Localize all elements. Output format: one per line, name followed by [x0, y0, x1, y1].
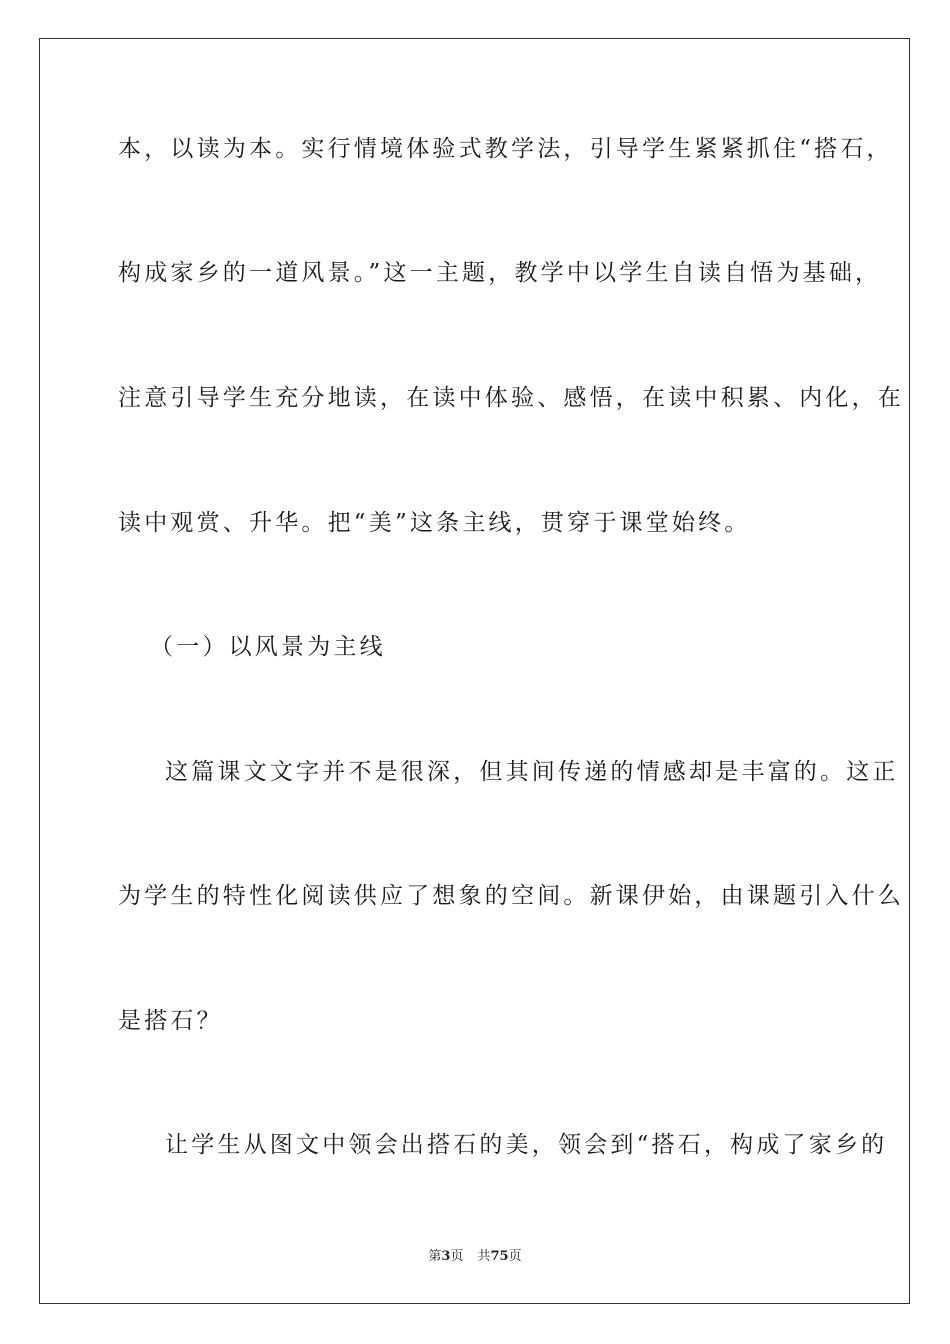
body-line-4: 读中观赏、升华。把“美”这条主线，贯穿于课堂始终。 — [118, 510, 751, 536]
page-footer — [0, 1248, 950, 1266]
footer-page-unit: 页 — [450, 1249, 464, 1264]
body-line-6: 这篇课文文字并不是很深，但其间传递的情感却是丰富的。这正 — [165, 759, 899, 785]
body-line-2: 构成家乡的一道风景。”这一主题，教学中以学生自读自悟为基础， — [118, 260, 882, 286]
footer-page-prefix: 第 — [428, 1249, 442, 1264]
body-line-3: 注意引导学生充分地读，在读中体验、感悟，在读中积累、内化，在 — [118, 385, 904, 411]
body-line-7: 为学生的特性化阅读供应了想象的空间。新课伊始，由课题引入什么 — [118, 883, 904, 909]
page-frame — [39, 38, 910, 1304]
footer-page-current: 3 — [441, 1249, 451, 1264]
body-line-9: 让学生从图文中领会出搭石的美，领会到“搭石，构成了家乡的 — [165, 1132, 888, 1158]
footer-total-unit: 页 — [508, 1249, 522, 1264]
body-line-8: 是搭石？ — [118, 1008, 223, 1034]
footer-page-total: 75 — [490, 1249, 509, 1264]
section-heading: （一）以风景为主线 — [150, 634, 386, 660]
body-line-1: 本，以读为本。实行情境体验式教学法，引导学生紧紧抓住“搭石， — [118, 136, 893, 162]
footer-total-prefix: 共 — [477, 1249, 491, 1264]
